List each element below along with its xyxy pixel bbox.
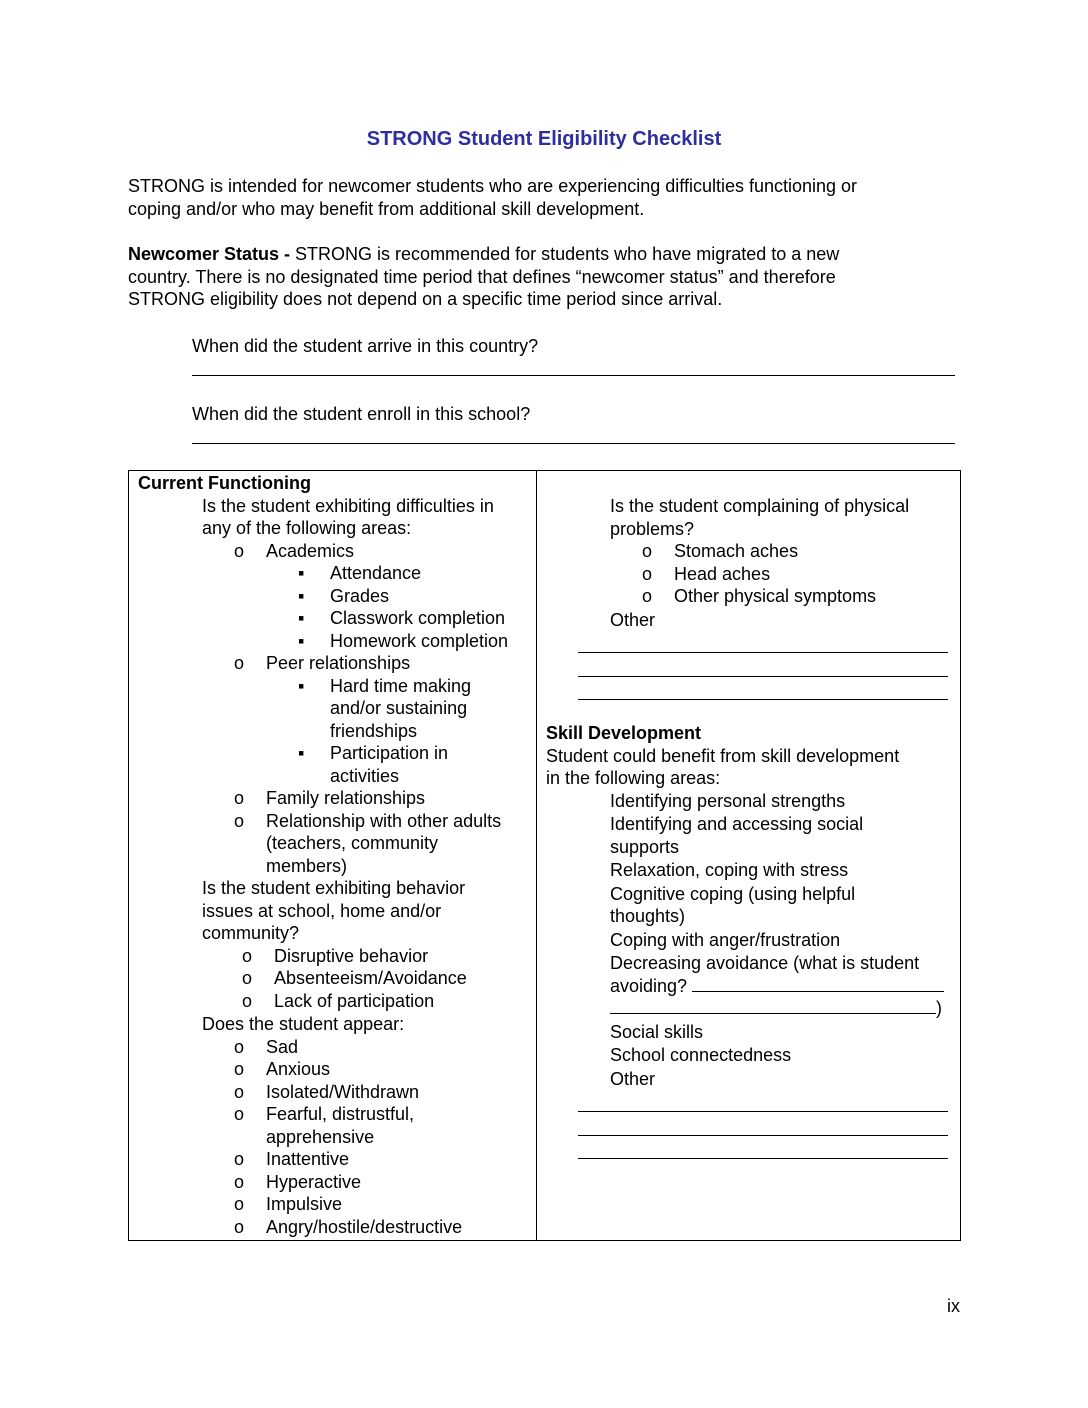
list-item: o Angry/hostile/destructive — [234, 1216, 463, 1237]
square-bullet-icon: ▪ — [298, 608, 305, 628]
circle-bullet-icon: o — [234, 1171, 245, 1192]
answer-line[interactable] — [578, 1137, 948, 1159]
square-bullet-icon: ▪ — [298, 743, 305, 763]
column-divider — [536, 470, 537, 1241]
list-item: o Absenteeism/Avoidance — [242, 968, 467, 988]
intro-line: STRONG is intended for newcomer students who are experiencing difficulties functioning or — [128, 176, 858, 196]
list-item: o Family relationships — [234, 788, 426, 808]
circle-bullet-icon: o — [234, 810, 245, 831]
circle-bullet-icon: o — [234, 540, 245, 561]
list-item: ▪ Participation in activities — [298, 743, 449, 786]
checklist-item: Decreasing avoidance (what is student avoiding? ) — [546, 952, 951, 1020]
circle-bullet-icon: o — [234, 1216, 245, 1237]
list-item: o Disruptive behavior — [242, 945, 429, 966]
circle-bullet-icon: o — [642, 563, 653, 584]
list-item: o Impulsive — [234, 1194, 343, 1214]
list-item: o Other physical symptoms — [642, 586, 877, 606]
circle-bullet-icon: o — [642, 586, 653, 606]
circle-bullet-icon: o — [234, 653, 245, 673]
list-item: ▪ Classwork completion — [298, 608, 506, 628]
checklist-item: Relaxation, coping with stress — [610, 860, 849, 880]
list-item: o Inattentive — [234, 1149, 350, 1169]
answer-line[interactable] — [578, 678, 948, 700]
section-heading: Current Functioning — [138, 473, 311, 493]
question-text: When did the student enroll in this school? — [192, 404, 531, 424]
list-item: o Stomach aches — [642, 541, 799, 561]
checklist-item: Identifying and accessing social supports — [610, 814, 864, 857]
question-text: When did the student arrive in this country? — [192, 336, 539, 356]
checklist-item: Social skills — [610, 1021, 704, 1042]
square-bullet-icon: ▪ — [298, 675, 305, 696]
circle-bullet-icon: o — [234, 1194, 245, 1214]
circle-bullet-icon: o — [234, 1081, 245, 1102]
list-item: o Head aches — [642, 563, 771, 584]
list-item: o Sad — [234, 1036, 299, 1057]
newcomer-line: STRONG eligibility does not depend on a specific time period since arrival. — [128, 289, 723, 309]
answer-line[interactable] — [192, 375, 955, 376]
list-item: o Anxious — [234, 1059, 331, 1079]
circle-bullet-icon: o — [234, 1059, 245, 1079]
answer-line[interactable] — [578, 655, 948, 677]
skill-intro: Student could benefit from skill development in the following areas: — [546, 745, 900, 788]
circle-bullet-icon: o — [242, 990, 253, 1011]
list-item: o Relationship with other adults (teachers, community members) — [234, 810, 502, 876]
other-answer-lines[interactable] — [578, 631, 948, 700]
circle-bullet-icon: o — [234, 1149, 245, 1169]
answer-line[interactable] — [578, 1114, 948, 1136]
list-item: ▪ Grades — [298, 585, 390, 606]
newcomer-line: STRONG is recommended for students who have migrated to a new — [295, 244, 840, 264]
answer-line[interactable] — [192, 443, 955, 444]
list-item: o Isolated/Withdrawn — [234, 1081, 420, 1102]
circle-bullet-icon: o — [234, 1104, 245, 1124]
list-item: ▪ Hard time making and/or sustaining friendships — [298, 675, 472, 741]
square-bullet-icon: ▪ — [298, 585, 305, 606]
current-functioning-column — [138, 472, 533, 1238]
checklist-item: Other — [610, 1068, 656, 1089]
checklist-item: School connectedness — [610, 1045, 792, 1065]
circle-bullet-icon: o — [642, 541, 653, 561]
answer-line[interactable] — [578, 631, 948, 653]
list-item: o Fearful, distrustful, apprehensive — [234, 1104, 415, 1147]
circle-bullet-icon: o — [234, 788, 245, 808]
newcomer-label: Newcomer Status - — [128, 244, 296, 264]
list-item: o Academics — [234, 540, 355, 561]
other-answer-lines[interactable] — [578, 1090, 948, 1159]
page-title: STRONG Student Eligibility Checklist — [366, 128, 722, 150]
newcomer-paragraph — [128, 243, 958, 311]
newcomer-line: country. There is no designated time period that defines “newcomer status” and therefore — [128, 266, 836, 287]
square-bullet-icon: ▪ — [298, 630, 305, 651]
list-item: o Lack of participation — [242, 990, 435, 1011]
checklist-item: Other — [610, 609, 656, 630]
checklist-item: Is the student exhibiting behavior issues at school, home and/or community? — [202, 878, 466, 943]
list-item: ▪ Homework completion — [298, 630, 509, 651]
checklist-item: Cognitive coping (using helpful thoughts) — [610, 883, 856, 926]
answer-line[interactable] — [692, 975, 944, 992]
checklist-item: Does the student appear: — [202, 1014, 405, 1034]
list-item: o Hyperactive — [234, 1171, 362, 1192]
intro-paragraph — [128, 175, 958, 220]
circle-bullet-icon: o — [242, 945, 253, 966]
checklist-item: Identifying personal strengths — [610, 790, 846, 811]
checklist-item: Coping with anger/frustration — [610, 929, 841, 950]
physical-and-skills-column — [546, 495, 951, 1161]
square-bullet-icon: ▪ — [298, 563, 305, 583]
list-item: ▪ Attendance — [298, 563, 422, 583]
intro-line: coping and/or who may benefit from additional skill development. — [128, 198, 645, 219]
section-heading: Skill Development — [546, 723, 702, 743]
list-item: o Peer relationships — [234, 653, 411, 673]
answer-line[interactable] — [610, 997, 936, 1014]
circle-bullet-icon: o — [234, 1036, 245, 1057]
checklist-item: Is the student complaining of physical problems? — [610, 496, 910, 539]
answer-line[interactable] — [578, 1090, 948, 1112]
checklist-item: Is the student exhibiting difficulties in any of the following areas: — [202, 495, 494, 538]
page-number: ix — [947, 1296, 960, 1316]
circle-bullet-icon: o — [242, 968, 253, 988]
